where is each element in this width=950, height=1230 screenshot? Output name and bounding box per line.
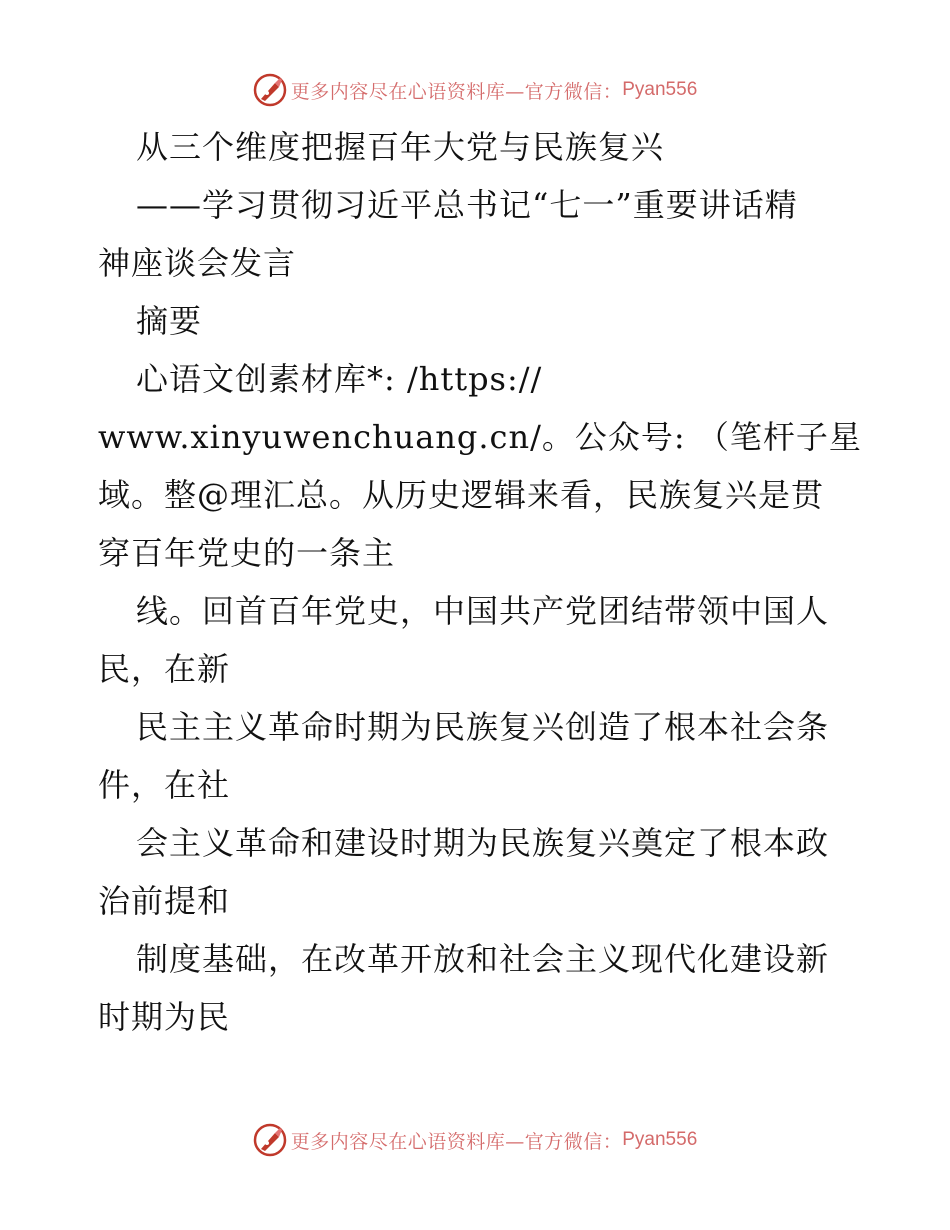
- doc-line: www.xinyuwenchuang.cn/。公众号: （笔杆子星: [98, 418, 862, 456]
- doc-line: 域。整@理汇总。从历史逻辑来看，民族复兴是贯: [98, 476, 825, 514]
- doc-line: 民，在新: [98, 650, 231, 688]
- footer-banner: [0, 1120, 950, 1160]
- doc-line: 心语文创素材库*: /https://: [136, 360, 543, 398]
- quill-logo-icon: [253, 1123, 287, 1157]
- document-body: [98, 118, 862, 1046]
- doc-line: ——学习贯彻习近平总书记“七一”重要讲话精: [136, 186, 798, 224]
- doc-line: 治前提和: [98, 882, 231, 920]
- banner-wechat-id: Pyan556: [622, 79, 698, 100]
- banner-wechat-id: Pyan556: [622, 1129, 698, 1150]
- doc-line: 会主义革命和建设时期为民族复兴奠定了根本政: [136, 824, 830, 862]
- doc-line: 从三个维度把握百年大党与民族复兴: [136, 128, 665, 166]
- quill-logo-icon: [253, 73, 287, 107]
- header-banner: [0, 70, 950, 110]
- doc-line: 制度基础，在改革开放和社会主义现代化建设新: [136, 940, 830, 978]
- doc-line: 时期为民: [98, 998, 231, 1036]
- banner-text: 更多内容尽在心语资料库—官方微信：: [290, 1130, 623, 1153]
- doc-line: 件，在社: [98, 766, 231, 804]
- doc-line: 民主主义革命时期为民族复兴创造了根本社会条: [136, 708, 830, 746]
- doc-line: 神座谈会发言: [98, 244, 297, 282]
- doc-line: 穿百年党史的一条主: [98, 534, 396, 572]
- doc-line: 摘要: [136, 302, 203, 340]
- doc-line: 线。回首百年党史，中国共产党团结带领中国人: [136, 592, 830, 630]
- banner-text: 更多内容尽在心语资料库—官方微信：: [290, 80, 623, 103]
